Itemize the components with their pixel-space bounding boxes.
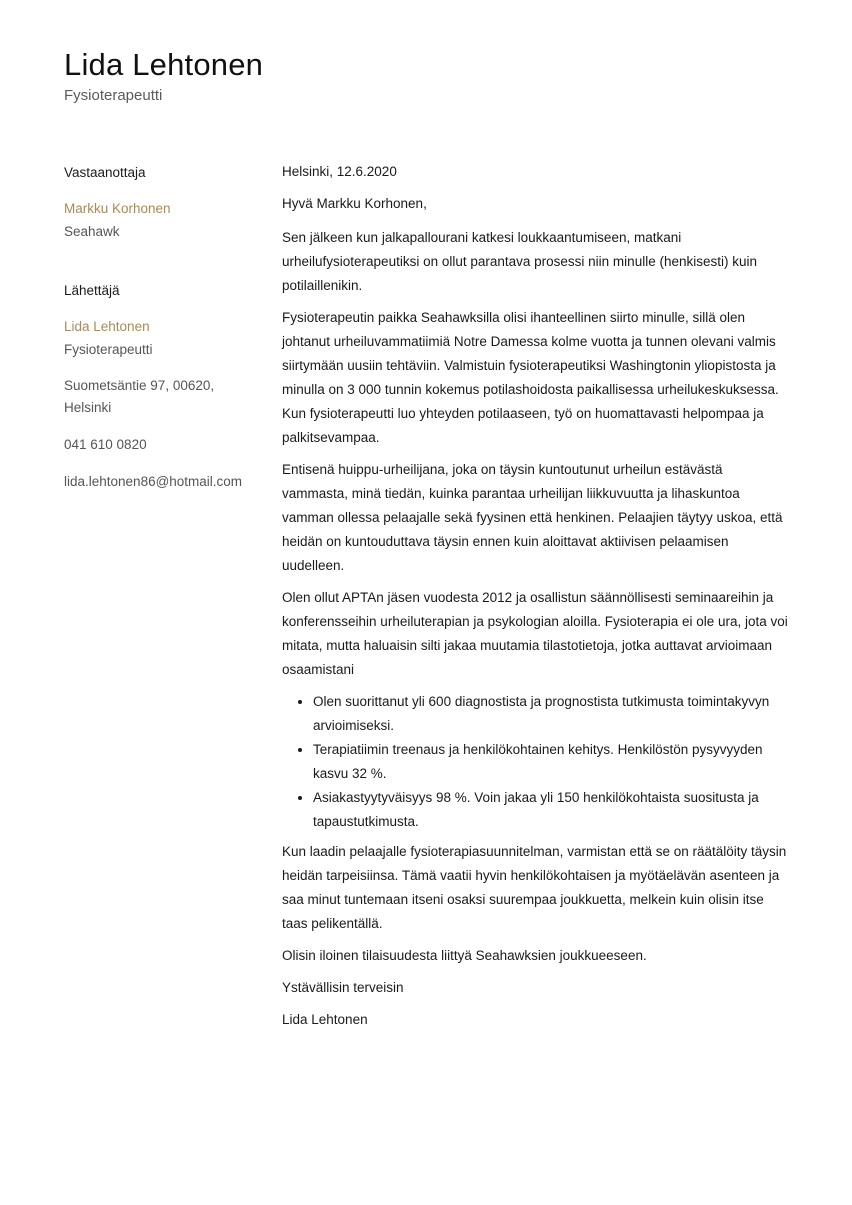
list-item: • Olen suorittanut yli 600 diagnostista ja prognostista tutkimusta toimintakyvyn arvioimiseksi. (313, 690, 792, 738)
achievements-list (282, 690, 792, 834)
letter-paragraph: Fysioterapeutin paikka Seahawksilla olisi ihanteellinen siirto minulle, sillä olen johtanut urheiluvammatiimiä Notre Damessa kolme vuotta ja tunnen olevani valmis siirtymään uusiin tehtäviin. Valmistuin fysioterapeutiksi Washingtonin yliopistosta ja minulla on 3 000 tunnin kokemus potilashoidosta paikallisessa urheilukeskuksessa. Kun fysioterapeutti luo yhteyden potilaaseen, työ on huomattavasti helpompaa ja palkitsevampaa. (282, 310, 779, 445)
list-item: • Terapiatiimin treenaus ja henkilökohtainen kehitys. Henkilöstön pysyvyyden kasvu 32 %. (313, 738, 792, 786)
letter-paragraph: Kun laadin pelaajalle fysioterapiasuunnitelman, varmistan että se on räätälöity täysin heidän tarpeisiinsa. Tämä vaatii hyvin henkilökohtaisen ja myötäelävän asenteen ja saa minut tuntemaan itseni osaksi suurempaa joukkuetta, melkein kuin olisin itse taas pelikentällä. (282, 844, 787, 931)
list-item: • Asiakastyytyväisyys 98 %. Voin jakaa yli 150 henkilökohtaista suositusta ja tapaustutkimusta. (313, 786, 792, 834)
sender-heading: Lähettäjä (64, 283, 120, 298)
applicant-title: Fysioterapeutti (64, 87, 163, 104)
sender-email: lida.lehtonen86@hotmail.com (64, 474, 243, 489)
letter-paragraph: Olen ollut APTAn jäsen vuodesta 2012 ja osallistun säännöllisesti seminaareihin ja konferensseihin urheiluterapian ja psykologian aloilla. Fysioterapia ei ole ura, jota voi mitata, mutta haluaisin silti jakaa muutamia tilastotietoja, jotka auttavat arvioimaan osaamistani (282, 590, 788, 677)
applicant-name: Lida Lehtonen (64, 47, 264, 82)
letter-signature: Lida Lehtonen (282, 1012, 368, 1027)
letter-date: Helsinki, 12.6.2020 (282, 164, 397, 179)
letter-header (64, 46, 263, 106)
letter-greeting: Hyvä Markku Korhonen, (282, 196, 427, 211)
sender-name: Lida Lehtonen (64, 319, 150, 334)
sidebar (64, 162, 264, 493)
letter-sign-off: Ystävällisin terveisin (282, 980, 404, 995)
recipient-heading: Vastaanottaja (64, 165, 146, 180)
sender-title: Fysioterapeutti (64, 342, 153, 357)
sender-phone: 041 610 0820 (64, 437, 147, 452)
recipient-name: Markku Korhonen (64, 201, 171, 216)
letter-paragraph: Entisenä huippu-urheilijana, joka on täysin kuntoutunut urheilun estävästä vammasta, minä tiedän, kuinka parantaa urheilijan liikkuvuutta ja lihaskuntoa vamman ollessa pelaajalle sekä fyysinen että henkinen. Pelaajien täytyy uskoa, että heidän on kuntouduttava täysin ennen kuin aloittavat aktiivisen pelaamisen uudelleen. (282, 462, 783, 573)
recipient-company: Seahawk (64, 224, 120, 239)
letter-paragraph: Olisin iloinen tilaisuudesta liittyä Seahawksien joukkueeseen. (282, 948, 647, 963)
letter-body (282, 162, 792, 1040)
sender-address: Suometsäntie 97, 00620, Helsinki (64, 378, 215, 415)
letter-paragraph: Sen jälkeen kun jalkapallourani katkesi loukkaantumiseen, matkani urheilufysioterapeutiksi on ollut parantava prosessi niin minulle (henkisesti) kuin potilaillenikin. (282, 230, 757, 293)
